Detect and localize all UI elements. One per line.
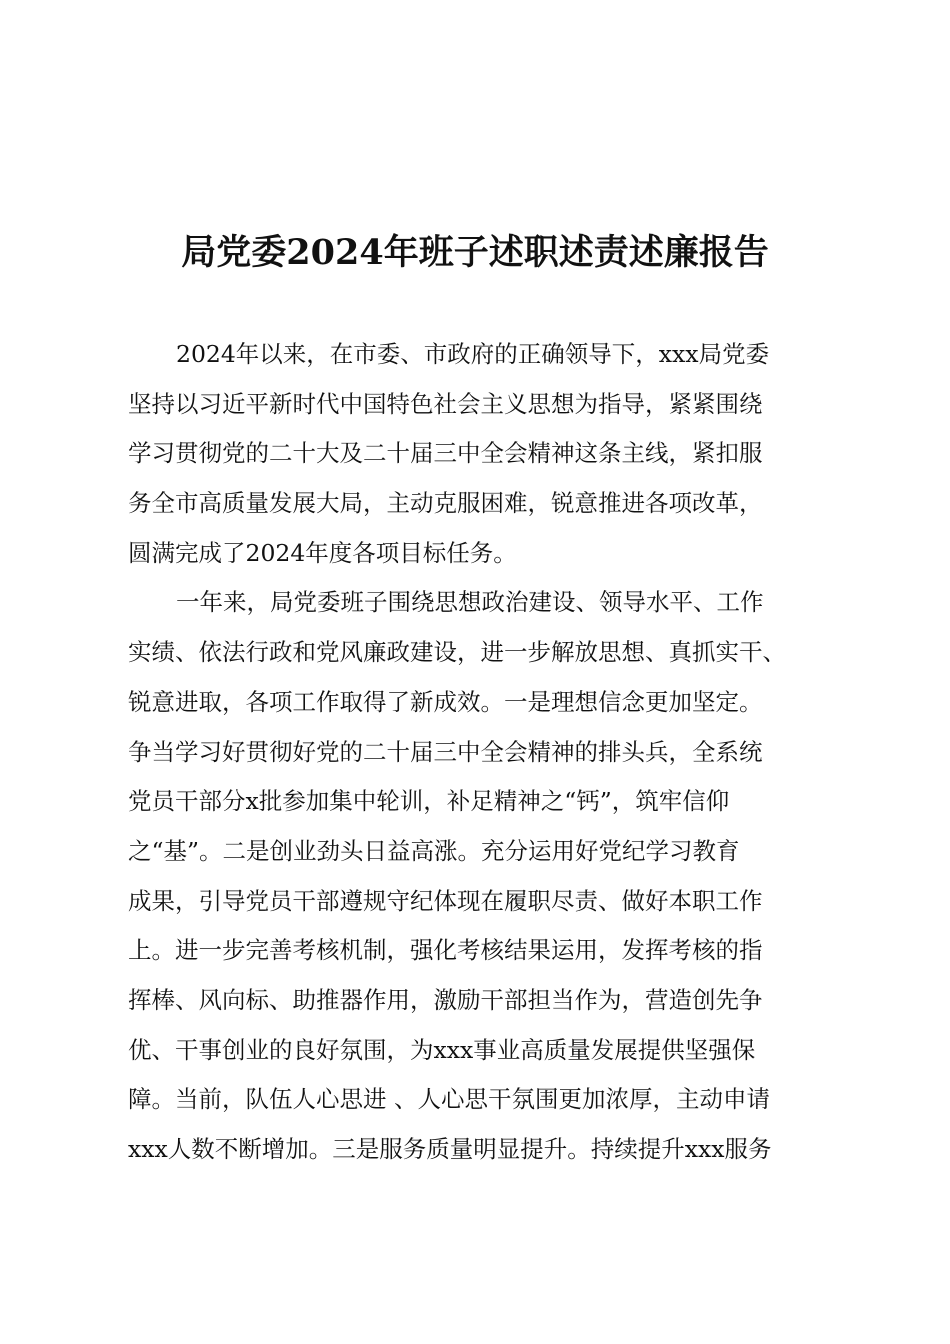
paragraph-line: 之“基”。二是创业劲头日益高涨。充分运用好党纪学习教育	[128, 836, 740, 865]
paragraph-1	[128, 330, 833, 578]
paragraph-line: 学习贯彻党的二十大及二十届三中全会精神这条主线，紧扣服	[128, 439, 763, 468]
paragraph-line: 坚持以习近平新时代中国特色社会主义思想为指导，紧紧围绕	[128, 389, 763, 418]
paragraph-line: 锐意进取，各项工作取得了新成效。一是理想信念更加坚定。	[128, 687, 763, 716]
paragraph-line: xxx人数不断增加。三是服务质量明显提升。持续提升xxx服务	[128, 1135, 772, 1163]
paragraph-line: 圆满完成了2024年度各项目标任务。	[128, 538, 517, 567]
paragraph-line: 上。进一步完善考核机制，强化考核结果运用，发挥考核的指	[128, 936, 763, 965]
paragraph-line: 实绩、依法行政和党风廉政建设，进一步解放思想、真抓实干、	[128, 638, 786, 667]
paragraph-2	[128, 578, 833, 1174]
document-body	[128, 330, 833, 1175]
document-title: 局党委2024年班子述职述责述廉报告	[181, 232, 769, 273]
paragraph-line: 一年来，局党委班子围绕思想政治建设、领导水平、工作	[176, 588, 764, 617]
paragraph-line: 党员干部分x批参加集中轮训，补足精神之“钙”，筑牢信仰	[128, 787, 730, 816]
paragraph-line: 成果，引导党员干部遵规守纪体现在履职尽责、做好本职工作	[128, 886, 763, 915]
paragraph-line: 障。当前，队伍人心思进 、人心思干氛围更加浓厚，主动申请	[128, 1085, 770, 1114]
paragraph-line: 争当学习好贯彻好党的二十届三中全会精神的排头兵，全系统	[128, 737, 763, 766]
paragraph-line: 2024年以来，在市委、市政府的正确领导下，xxx局党委	[176, 340, 770, 368]
paragraph-line: 优、干事创业的良好氛围，为xxx事业高质量发展提供坚强保	[128, 1035, 756, 1064]
paragraph-line: 务全市高质量发展大局，主动克服困难，锐意推进各项改革，	[128, 489, 763, 518]
paragraph-line: 挥棒、风向标、助推器作用，激励干部担当作为，营造创先争	[128, 985, 763, 1014]
